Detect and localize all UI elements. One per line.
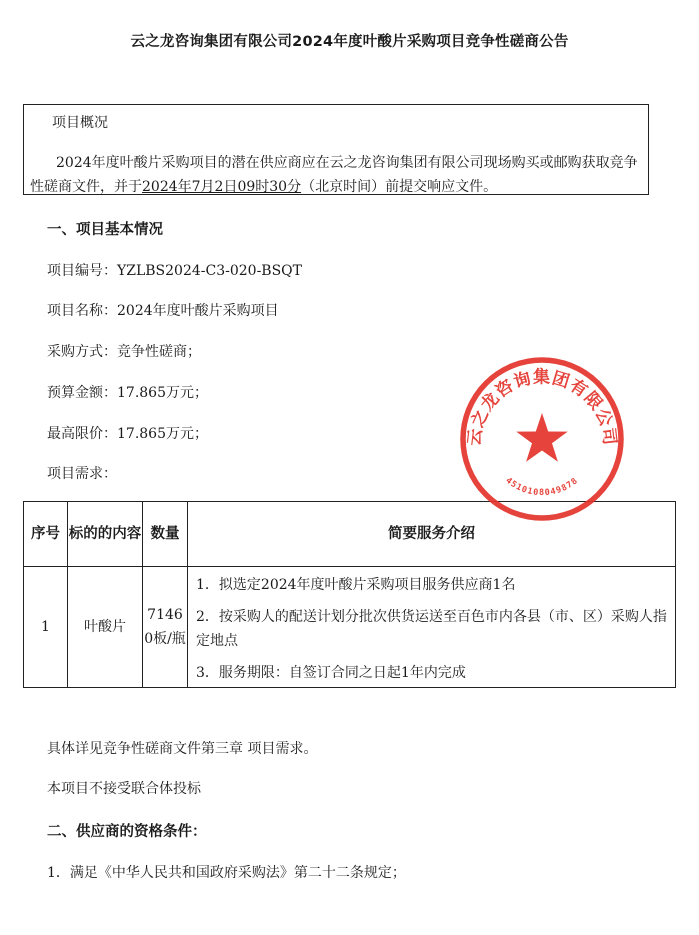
seal-code-text: 4510108049878 [503, 475, 581, 499]
seal-org-text: 云之龙咨询集团有限公司 [464, 367, 620, 448]
overview-text-a: 2024年度叶酸片采购项目的潜在供应商应在云之龙咨询集团有限公司现场购买或邮购获取竞争性磋商文件，并于 [30, 155, 638, 195]
service-item: 3．服务期限：自签订合同之日起1年内完成 [196, 665, 466, 681]
budget-amount: 预算金额：17.865万元； [47, 385, 208, 401]
max-price: 最高限价：17.865万元； [47, 426, 208, 442]
detail-note: 具体详见竞争性磋商文件第三章 项目需求。 [47, 741, 318, 757]
overview-text-b: （北京时间）前提交响应文件。 [301, 179, 498, 195]
project-name: 项目名称：2024年度叶酸片采购项目 [47, 303, 279, 319]
service-item: 2．按采购人的配送计划分批次供货运送至百色市内各县（市、区）采购人指定地点 [196, 609, 667, 649]
service-item: 1．拟选定2024年度叶酸片采购项目服务供应商1名 [196, 577, 516, 593]
cell-no: 1 [24, 567, 68, 688]
cell-services [188, 567, 676, 688]
cell-qty: 71460板/瓶 [143, 567, 188, 688]
cell-item: 叶酸片 [68, 567, 143, 688]
header-no: 序号 [24, 502, 68, 567]
company-seal [458, 355, 626, 523]
header-services: 简要服务介绍 [188, 502, 676, 567]
requirements-label: 项目需求： [47, 466, 117, 482]
page-title: 云之龙咨询集团有限公司2024年度叶酸片采购项目竞争性磋商公告 [130, 34, 569, 50]
overview-box [23, 104, 649, 195]
seal-star-icon [516, 413, 567, 462]
qualification-item-1: 1．满足《中华人民共和国政府采购法》第二十二条规定； [47, 865, 406, 881]
consortium-note: 本项目不接受联合体投标 [47, 781, 201, 797]
section2-heading: 二、供应商的资格条件： [47, 824, 207, 840]
overview-heading: 项目概况 [52, 115, 108, 131]
section1-heading: 一、项目基本情况 [47, 222, 163, 238]
overview-text [30, 151, 644, 199]
table-row [24, 567, 676, 688]
header-item: 标的的内容 [68, 502, 143, 567]
overview-deadline: 2024年7月2日09时30分 [142, 179, 302, 195]
header-qty: 数量 [143, 502, 188, 567]
requirements-table [23, 501, 676, 688]
project-number: 项目编号：YZLBS2024-C3-020-BSQT [47, 263, 303, 279]
procurement-method: 采购方式：竞争性磋商； [47, 344, 201, 360]
